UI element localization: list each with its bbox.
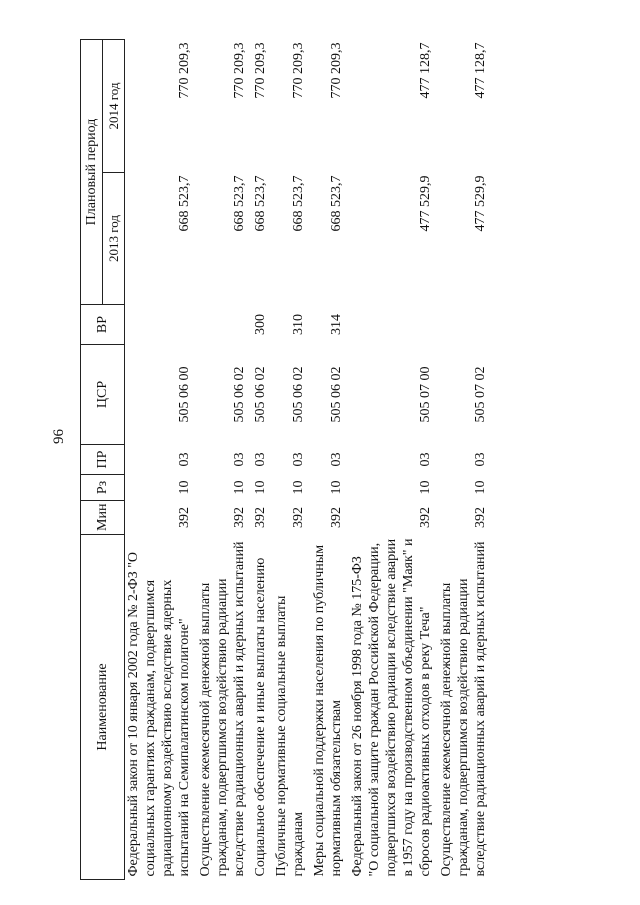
header-year-2013: 2013 год xyxy=(103,173,125,305)
row-vr xyxy=(125,305,198,345)
row-vr: 314 xyxy=(329,314,344,335)
row-pr: 03 xyxy=(473,452,488,467)
header-min: Мин xyxy=(81,501,125,535)
header-year-2014: 2014 год xyxy=(103,39,125,172)
row-rz: 10 xyxy=(329,480,344,495)
row-rz: 10 xyxy=(291,480,306,495)
row-name: Меры социальной поддержки населения по публичным нормативным обязательствам xyxy=(312,544,344,877)
row-amount-2013: 477 529,9 xyxy=(418,175,433,232)
header-pr: ПР xyxy=(81,445,125,475)
row-name: Осуществление ежемесячной денежной выплаты гражданам, подвергшимся воздействию радиации вследствие радиационных аварий и ядерных испытаний xyxy=(198,541,247,877)
row-pr: 03 xyxy=(253,452,268,467)
row-name: Осуществление ежемесячной денежной выплаты гражданам, подвергшимся воздействию радиации вследствие радиационных аварий и ядерных испытаний xyxy=(439,541,488,877)
table-body xyxy=(125,39,494,879)
row-vr xyxy=(438,305,493,345)
row-amount-2014: 770 209,3 xyxy=(329,42,344,99)
row-min: 392 xyxy=(418,507,433,528)
header-rz: Рз xyxy=(81,475,125,501)
row-vr xyxy=(349,305,438,345)
row-csr: 505 07 00 xyxy=(418,366,433,423)
row-rz: 10 xyxy=(177,480,192,495)
row-min: 392 xyxy=(291,507,306,528)
row-min: 392 xyxy=(177,507,192,528)
table-row xyxy=(197,39,252,879)
row-amount-2014: 770 209,3 xyxy=(291,42,306,99)
row-pr: 03 xyxy=(291,452,306,467)
row-amount-2013: 668 523,7 xyxy=(232,175,247,232)
row-csr: 505 06 02 xyxy=(291,366,306,423)
row-name: Федеральный закон от 10 января 2002 года № 2-ФЗ "О социальных гарантиях гражданам, подвергшимся радиационному воздействию вследствие ядерных испытаний на Семипалатинском полигоне" xyxy=(126,551,192,877)
row-csr: 505 06 02 xyxy=(253,366,268,423)
header-planned-period: Плановый период xyxy=(81,39,103,304)
row-pr: 03 xyxy=(329,452,344,467)
row-name: Публичные нормативные социальные выплаты гражданам xyxy=(274,595,306,877)
page-number: 96 xyxy=(51,429,67,444)
table-row xyxy=(252,39,273,879)
table-row xyxy=(273,39,311,879)
row-pr: 03 xyxy=(418,452,433,467)
table-row xyxy=(438,39,493,879)
header-vr: ВР xyxy=(81,305,125,345)
row-amount-2014: 477 128,7 xyxy=(473,42,488,99)
table-row xyxy=(349,39,438,879)
budget-table-rotated xyxy=(80,40,600,880)
row-amount-2013: 477 529,9 xyxy=(473,175,488,232)
row-name: Социальное обеспечение и иные выплаты населению xyxy=(253,557,268,877)
table-row xyxy=(125,39,198,879)
row-rz: 10 xyxy=(253,480,268,495)
row-amount-2014: 477 128,7 xyxy=(418,42,433,99)
table-row xyxy=(311,39,349,879)
table-header xyxy=(81,39,125,879)
row-amount-2014: 770 209,3 xyxy=(177,42,192,99)
row-amount-2013: 668 523,7 xyxy=(329,175,344,232)
header-name: Наименование xyxy=(81,535,125,880)
row-amount-2013: 668 523,7 xyxy=(253,175,268,232)
row-rz: 10 xyxy=(418,480,433,495)
row-amount-2013: 668 523,7 xyxy=(291,175,306,232)
row-min: 392 xyxy=(232,507,247,528)
row-rz: 10 xyxy=(473,480,488,495)
row-csr: 505 06 02 xyxy=(329,366,344,423)
row-amount-2014: 770 209,3 xyxy=(253,42,268,99)
row-csr: 505 07 02 xyxy=(473,366,488,423)
row-name: Федеральный закон от 26 ноября 1998 года № 175-ФЗ "О социальной защите граждан Российской Федерации, подвергшихся воздействию радиации вследствие аварии в 1957 году на производственном объединении "Маяк" и сбросов радиоактивных отходов в реку Теча" xyxy=(350,538,433,877)
row-amount-2014: 770 209,3 xyxy=(232,42,247,99)
row-min: 392 xyxy=(473,507,488,528)
budget-table xyxy=(80,39,493,880)
row-min: 392 xyxy=(329,507,344,528)
row-pr: 03 xyxy=(232,452,247,467)
row-csr: 505 06 02 xyxy=(232,366,247,423)
row-min: 392 xyxy=(253,507,268,528)
row-vr: 310 xyxy=(291,314,306,335)
row-rz: 10 xyxy=(232,480,247,495)
row-vr: 300 xyxy=(253,314,268,335)
row-pr: 03 xyxy=(177,452,192,467)
row-amount-2013: 668 523,7 xyxy=(177,175,192,232)
header-csr: ЦСР xyxy=(81,345,125,445)
row-csr: 505 06 00 xyxy=(177,366,192,423)
row-vr xyxy=(197,305,252,345)
